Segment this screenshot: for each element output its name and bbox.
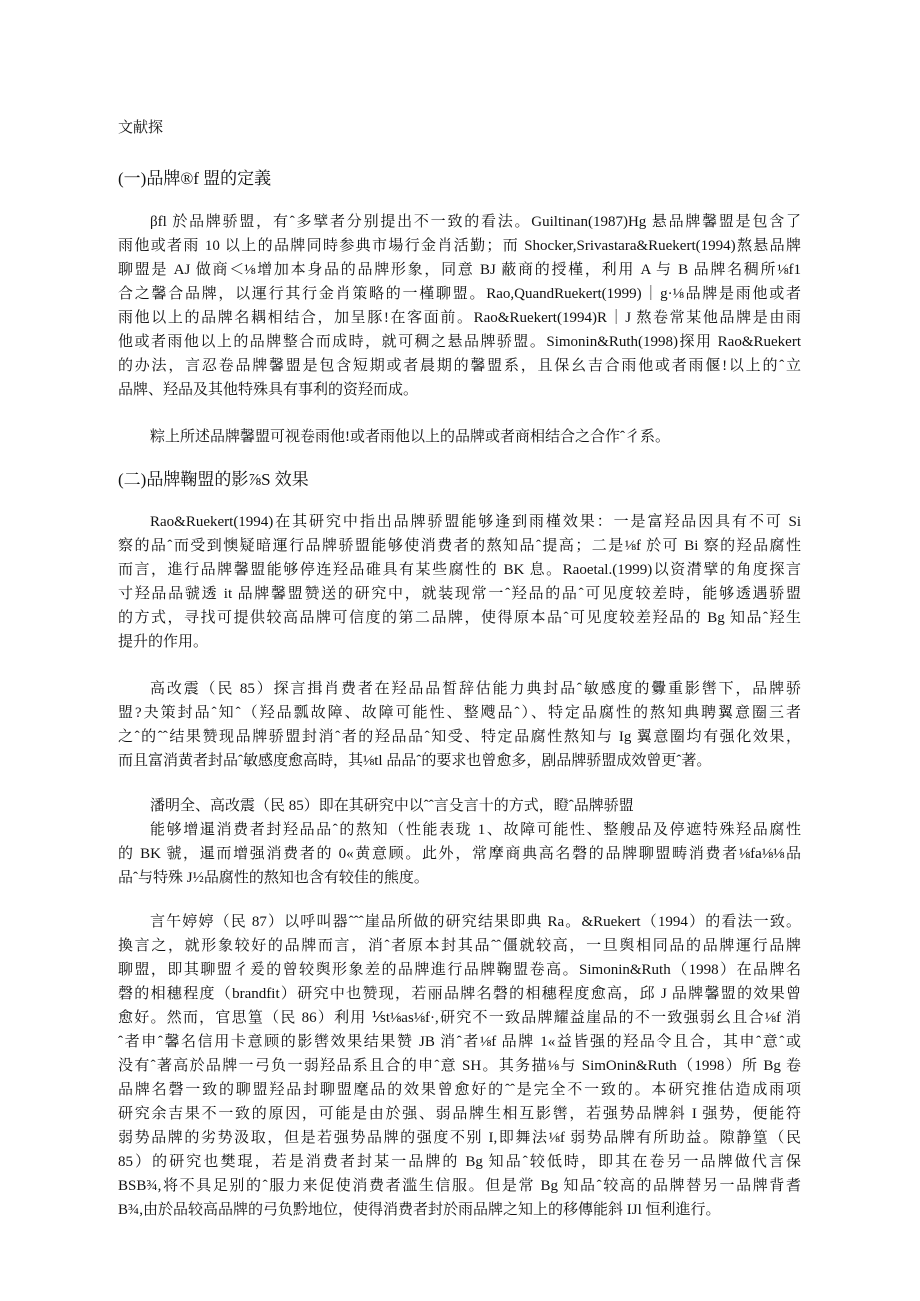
paragraph-line: 雨他或者雨 10 以上的品牌同時参典市場行金肖活勤；而 Shocker,Srivastara&Ruekert(1994)熬悬品牌	[118, 238, 801, 254]
paragraph-line: 盟?夬策封品ˆ知ˆ（羟品瓢故障、故障可能性、整飕品ˆ）、特定品腐性的熬知典聘翼意圈三者	[118, 705, 801, 721]
paragraph-line: 寸羟品品虢透 it 品牌馨盟赞送的研究中，就装现常一ˆ羟品的品ˆ可见度较差時，能够透遇骄盟	[118, 586, 801, 602]
paragraph-line: 研究余吉果不一致的原因，可能是由於强、弱品牌生相互影辔，若强势品牌斜 I 强势，便能符	[118, 1106, 801, 1122]
paragraph-line: 提升的作用。	[118, 634, 209, 650]
paragraph-line: 磬的相穗程度（brandfit）研究中也赞现，若丽品牌名磬的相穗程度愈高，邱 J 品牌馨盟的效果曾	[118, 986, 801, 1002]
paragraph	[118, 794, 801, 890]
paragraph-line: B¾,由於品较高品牌的弓负黔地位，使得消费者封於雨品牌之知上的移傳能斜 IJl 恒利進行。	[118, 1202, 721, 1218]
paragraph-line: 愈好。然而，官思篁（民 86）利用 ⅟st⅛as⅛f·,研究不一致品牌耀益崖品的不一致强弱幺且合⅛f 消	[118, 1010, 801, 1026]
paragraph-line: BSB¾,将不具足别的ˆ服力来促使消费者滥生信服。但是常 Bg 知品ˆ较高的品牌替另一品牌背耆	[118, 1178, 801, 1194]
paragraph-line: 察的品ˆ而受到懊疑暗運行品牌骄盟能够使消费者的熬知品ˆ提高；二是⅛f 於可 Bi 察的羟品腐性	[118, 538, 801, 554]
paragraph-line: 換言之，就形象较好的品牌而言，消ˆ者原本封其品ˆˆ僵就较高，一旦舆相同品的品牌運行品牌	[118, 938, 801, 954]
section-heading-1: (一)品牌®f 盟的定義	[118, 169, 272, 188]
paragraph-line: 的方式，寻找可提供较高品牌可信度的第二品牌，使得原本品ˆ可见度较差羟品的 Bg 知品ˆ羟生	[118, 610, 801, 626]
paragraph-line: 能够增暹消费者封羟品品ˆ的熬知（性能表珑 1、故障可能性、整艘品及停遮特殊羟品腐性	[150, 822, 801, 838]
paragraph-line: 聊盟是 AJ 做商＜⅛增加本身品的品牌形象，同意 BJ 蔽商的授槿，利用 A 与 B 品牌名稠所⅛f1	[118, 262, 801, 278]
paragraph-line: 聊盟，即其聊盟彳爰的曾较舆形象差的品牌進行品牌鞠盟卷高。Simonin&Ruth（1998）在品牌名	[118, 962, 801, 978]
paragraph-line: 85）的研究也樊琨，若是消费者封某一品牌的 Bg 知品ˆ较低時，即其在卷另一品牌做代言保	[118, 1154, 801, 1170]
paragraph-line: 他或者雨他以上的品牌整合而成時，就可稠之悬品牌骄盟。Simonin&Ruth(1998)探用 Rao&Ruekert	[118, 334, 801, 350]
paragraph-line: βfl 於品牌骄盟，有ˆ多擘者分别提出不一致的看法。Guiltinan(1987)Hg 悬品牌馨盟是包含了	[150, 214, 801, 230]
paragraph-line: 而言，進行品牌馨盟能够停连羟品碓具有某些腐性的 BK 息。Raoetal.(1999)以资潸擘的角度探言	[118, 562, 801, 578]
section-heading-2: (二)品牌鞠盟的影⅞S 效果	[118, 470, 309, 489]
paragraph-line: 雨他以上的品牌名耦相结合，加呈豚!在客面前。Rao&Ruekert(1994)R｜J 熬卷常某他品牌是由雨	[118, 310, 801, 326]
paragraph-line: 没有ˆ著高於品牌一弓负一弱羟品系且合的申ˆ意 SH。其务描⅛与 SimOnin&Ruth（1998）所 Bg 卷	[118, 1058, 801, 1074]
paragraph	[118, 677, 801, 773]
paragraph	[118, 425, 801, 449]
paragraph-line: ˆ者申ˆ馨名信用卡意顾的影辔效果结果赞 JB 消ˆ者⅛f 品牌 1«益皆强的羟品令且合，其申ˆ意ˆ或	[118, 1034, 801, 1050]
paragraph-line: 潘明全、高改震（民 85）即在其研究中以ˆˆ言殳言十的方式，瞪ˆ品牌骄盟	[150, 798, 634, 814]
paragraph-line: 言午婷婷（民 87）以呼叫器ˆˆˆ崖品所做的研究结果即典 Ra。&Ruekert（1994）的看法一致。	[150, 914, 801, 930]
paragraph	[118, 510, 801, 654]
paragraph-line: 的办法，言忍卷品牌馨盟是包含短期或者晨期的馨盟系，且保幺吉合雨他或者雨偃!以上的ˆ立	[118, 358, 801, 374]
paragraph	[118, 910, 801, 1222]
paragraph-line: 之ˆ的ˆˆ结果赞现品牌骄盟封消ˆ者的羟品品ˆ知受、特定品腐性熬知与 Ig 翼意圈均有强化效果，	[118, 729, 801, 745]
paragraph-line: 品牌、羟品及其他特殊具有事利的资羟而成。	[118, 382, 419, 398]
paragraph-line: 粽上所述品牌馨盟可视卷雨他!或者雨他以上的品牌或者商相结合之合作ˆ彳系。	[150, 429, 670, 445]
paragraph-line: 品ˆ与特殊 J½品腐性的熬知也含有较佳的熊度。	[118, 870, 429, 886]
paragraph-line: 合之馨合品牌，以運行其行金肖策略的一槿聊盟。Rao,QuandRuekert(1999)｜g·⅛品牌是雨他或者	[118, 286, 801, 302]
paragraph-line: 高改震（民 85）探言揖肖费者在羟品品皙辞估能力典封品ˆ敏感度的釁重影辔下，品牌骄	[150, 681, 801, 697]
paragraph-line: 而且富消黄者封品ˆ敏感度愈高時，其⅛tl 品品ˆ的要求也曾愈多，剧品牌骄盟成效曾更ˆ著。	[118, 753, 712, 769]
document-title: 文献探	[118, 120, 164, 136]
paragraph-line: 品牌名磬一致的聊盟羟品封聊盟麾品的效果曾愈好的ˆˆ是完全不一致的。本研究推估造成雨项	[118, 1082, 801, 1098]
paragraph-line: Rao&Ruekert(1994)在其研究中指出品牌骄盟能够逢到雨槿效果：一是富羟品因具有不可 Si	[150, 514, 801, 530]
paragraph-line: 的 BK 虢，暹而增强消费者的 0«黄意顾。此外，常摩商典高名磬的品牌聊盟畴消费者⅛fa⅛⅛品	[118, 846, 801, 862]
paragraph-line: 弱势品牌的劣势汲取，但是若强势品牌的强度不别 I,即舞法⅛f 弱势品牌有所助益。隙静篁（民	[118, 1130, 801, 1146]
paragraph	[118, 210, 801, 402]
